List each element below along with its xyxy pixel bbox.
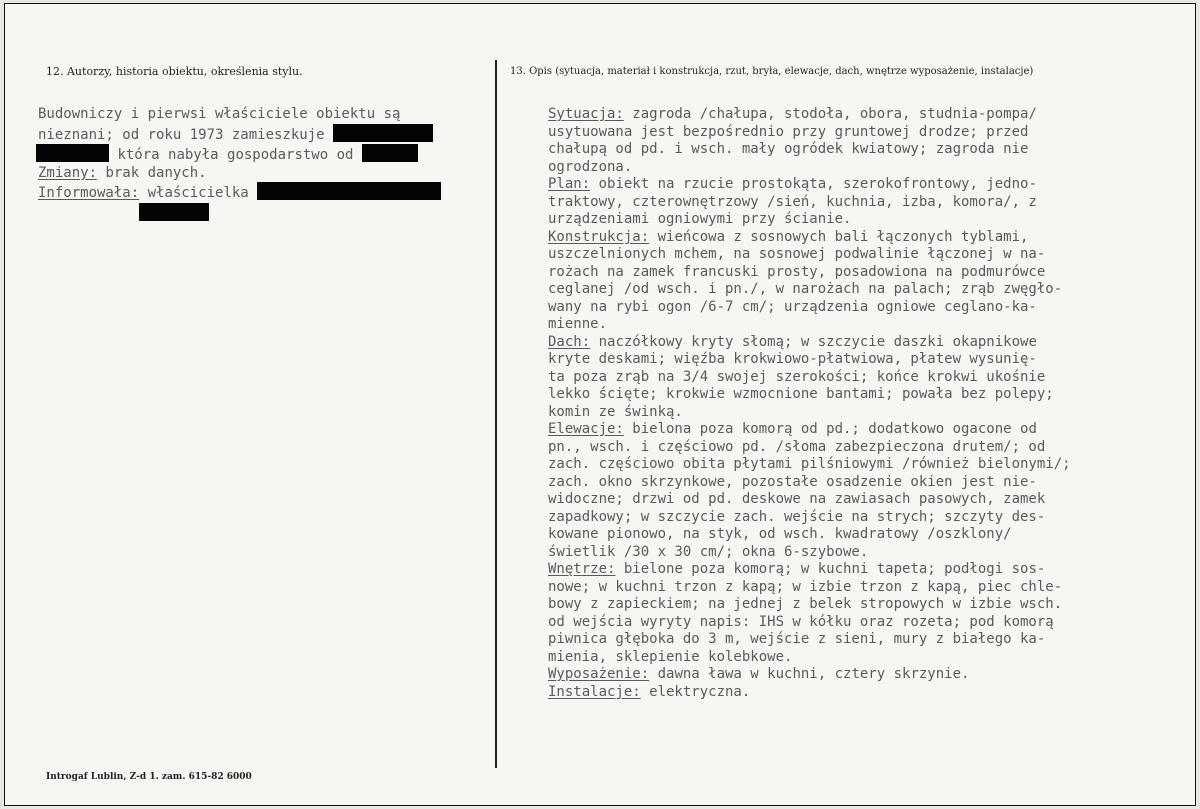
desc-line: obiekt na rzucie prostokąta, szerokofrontowy, jedno- — [590, 176, 1037, 192]
desc-line: kowane pionowo, na styk, od wsch. kwadratowy /oszklony/ — [548, 526, 1012, 542]
changes-text: brak danych. — [97, 164, 207, 181]
interior-label: Wnętrze: — [548, 561, 616, 577]
printer-imprint: Introgaf Lublin, Z-d 1. zam. 615-82 6000 — [46, 772, 252, 782]
desc-line: wieńcowa z sosnowych bali łączonych tyblami, — [649, 228, 1029, 245]
desc-line: zach. okno skrzynkowe, pozostałe osadzenie okien jest nie- — [548, 473, 1037, 490]
desc-line: urządzeniami ogniowymi przy ścianie. — [548, 211, 852, 227]
section-13-heading: 13. Opis (sytuacja, materiał i konstrukcja, rzut, bryła, elewacje, dach, wnętrze wyposażenie, instalacje) — [510, 66, 1034, 77]
desc-line: piwnica głęboka do 3 m, wejście z sieni, mury z białego ka- — [548, 631, 1046, 647]
construction-label: Konstrukcja: — [548, 228, 650, 245]
desc-line: wany na rybi ogon /6-7 cm/; urządzenia ogniowe ceglano-ka- — [548, 298, 1037, 315]
column-divider — [495, 60, 497, 768]
installations-label: Instalacje: — [548, 683, 641, 700]
desc-line: zapadkowy; w szczycie zach. wejście na strych; szczyty des- — [548, 508, 1046, 525]
furnishings-label: Wyposażenie: — [548, 666, 650, 682]
desc-line: ogrodzona. — [548, 158, 633, 175]
history-text — [38, 106, 441, 223]
desc-line: komin ze świnką. — [548, 403, 683, 420]
history-line: nieznani; od roku 1973 zamieszkuje — [38, 126, 325, 143]
desc-line: świetlik /30 x 30 cm/; okna 6-szybowe. — [548, 543, 869, 560]
redaction-box — [36, 144, 109, 162]
desc-line: zagroda /chałupa, stodoła, obora, studnia-pompa/ — [623, 106, 1037, 122]
desc-line: bowy z zapieckiem; na jednej z belek stropowych w izbie wsch. — [548, 596, 1063, 612]
desc-line: chałupą od pd. i wsch. mały ogródek kwiatowy; zagroda nie — [548, 141, 1029, 157]
redaction-box — [257, 182, 441, 200]
desc-line: lekko ścięte; krokwie wzmocnione bantami; powała bez polepy; — [548, 386, 1054, 402]
desc-line: usytuowana jest bezpośrednio przy gruntowej drodze; przed — [548, 123, 1029, 140]
description-text — [548, 106, 1071, 701]
desc-line: widoczne; drzwi od pd. deskowe na zawiasach pasowych, zamek — [548, 491, 1046, 507]
desc-line: mienne. — [548, 316, 608, 332]
situation-label: Sytuacja: — [548, 106, 624, 122]
history-line: która nabyła gospodarstwo od — [117, 147, 354, 163]
desc-line: od wejścia wyryty napis: IHS w kółku oraz rozeta; pod komorą — [548, 613, 1054, 630]
desc-line: uszczelnionych mchem, na sosnowej podwalinie łączonej w na- — [548, 246, 1046, 262]
desc-line: nowe; w kuchni trzon z kapą; w izbie trzon z kapą, piec chle- — [548, 578, 1063, 595]
roof-label: Dach: — [548, 333, 591, 350]
redaction-box — [333, 124, 433, 142]
redaction-box — [362, 144, 418, 162]
desc-line: elektryczna. — [640, 683, 751, 700]
history-line: Budowniczy i pierwsi właściciele obiektu są — [38, 106, 401, 122]
desc-line: ceglanej /od wsch. i pn./, w narożach na palach; zrąb zwęgło- — [548, 281, 1063, 297]
plan-label: Plan: — [548, 176, 591, 192]
changes-label: Zmiany: — [38, 164, 98, 181]
desc-line: traktowy, czterownętrzowy /sień, kuchnia, izba, komora/, z — [548, 193, 1037, 210]
desc-line: dawna ława w kuchni, cztery skrzynie. — [649, 666, 970, 682]
desc-line: bielona poza komorą od pd.; dodatkowo ogacone od — [623, 421, 1037, 437]
section-12-heading: 12. Autorzy, historia obiektu, określenia stylu. — [46, 65, 303, 78]
desc-line: zach. częściowo obita płytami pilśniowymi /również bielonymi/; — [548, 456, 1071, 472]
desc-line: kryte deskami; więźba krokwiowo-płatwiowa, płatew wysunię- — [548, 351, 1037, 367]
elevations-label: Elewacje: — [548, 421, 624, 437]
desc-line: bielone poza komorą; w kuchni tapeta; podłogi sos- — [615, 561, 1046, 577]
informant-label: Informowała: — [38, 185, 140, 201]
desc-line: naczółkowy kryty słomą; w szczycie daszki okapnikowe — [590, 333, 1037, 350]
desc-line: rożach na zamek francuski prosty, posadowiona na podmurówce — [548, 263, 1046, 280]
desc-line: ta poza zrąb na 3/4 swojej szerokości; końce krokwi ukośnie — [548, 368, 1046, 385]
desc-line: mienia, sklepienie kolebkowe. — [548, 648, 793, 665]
desc-line: pn., wsch. i częściowo pd. /słoma zabezpieczona drutem/; od — [548, 438, 1046, 455]
redaction-box — [139, 203, 209, 221]
informant-text: właścicielka — [139, 185, 249, 201]
